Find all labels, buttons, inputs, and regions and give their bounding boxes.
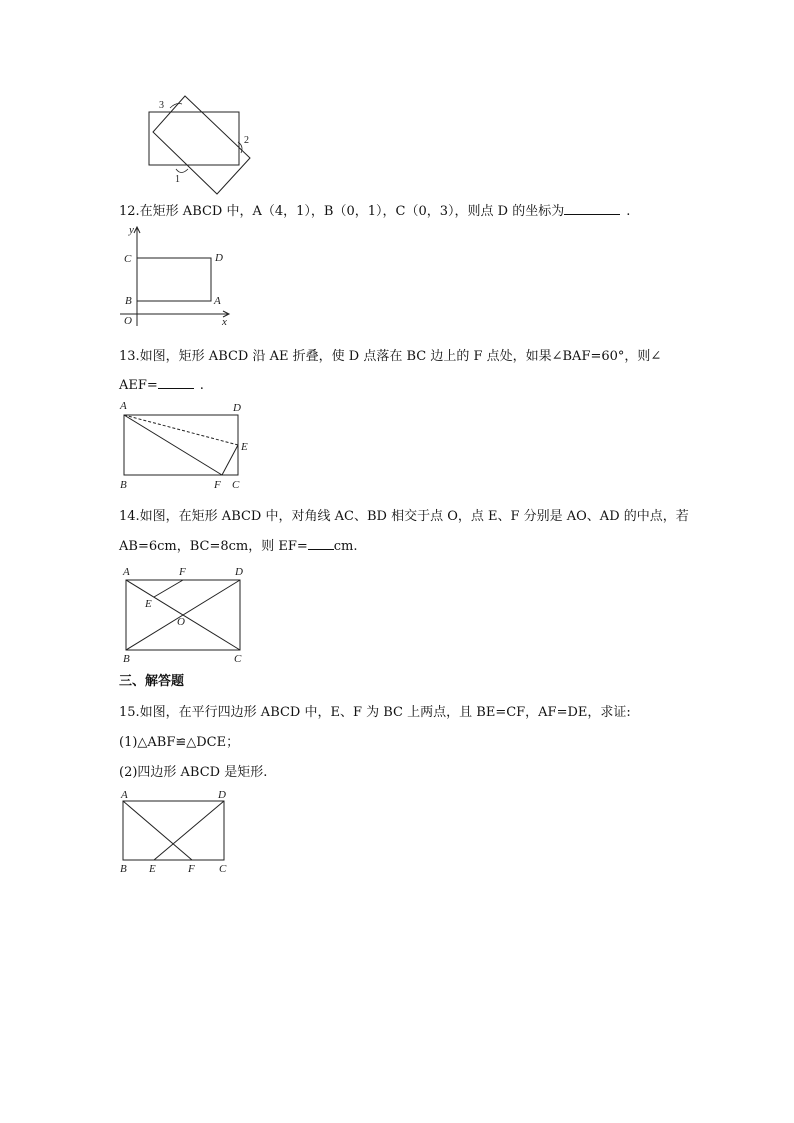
question-14-line-2-text: AB=6cm，BC=8cm，则 EF= bbox=[119, 539, 308, 554]
section-heading: 三、解答题 bbox=[119, 674, 185, 689]
figure-q11 bbox=[140, 90, 260, 202]
answer-blank-14[interactable] bbox=[308, 537, 334, 550]
angle-label-3: 3 bbox=[159, 100, 164, 111]
question-14-line-2 bbox=[119, 537, 358, 555]
question-13-line-1: 13.如图，矩形 ABCD 沿 AE 折叠，使 D 点落在 BC 边上的 F 点处，如果∠BAF=60°，则∠ bbox=[119, 349, 662, 364]
figure-q14 bbox=[116, 562, 256, 667]
point-label-A: A bbox=[121, 789, 128, 801]
point-label-O: O bbox=[177, 616, 185, 628]
rectangle-ABCD bbox=[123, 801, 224, 860]
question-13-end: . bbox=[199, 378, 204, 393]
segment-FE bbox=[222, 445, 238, 475]
rectangle-ABCD bbox=[137, 258, 211, 301]
figure-q15 bbox=[116, 788, 236, 878]
point-label-B: B bbox=[125, 295, 132, 307]
figure-q12-coordinate-plane bbox=[116, 224, 236, 332]
point-label-D: D bbox=[218, 789, 226, 801]
segment-EF bbox=[154, 580, 183, 597]
point-label-E: E bbox=[241, 441, 248, 453]
figure-q13 bbox=[116, 397, 256, 492]
angle-label-2: 2 bbox=[244, 135, 249, 146]
point-label-A: A bbox=[123, 566, 130, 578]
point-label-C: C bbox=[219, 863, 227, 875]
point-label-E: E bbox=[145, 598, 152, 610]
point-label-B: B bbox=[120, 863, 127, 875]
segment-DE bbox=[154, 801, 224, 860]
point-label-C: C bbox=[124, 253, 132, 265]
question-15-part-2: (2)四边形 ABCD 是矩形. bbox=[119, 765, 268, 780]
point-label-D: D bbox=[233, 402, 241, 414]
fold-line-AE bbox=[124, 415, 238, 445]
question-14-end: cm. bbox=[333, 539, 358, 554]
rectangle bbox=[149, 112, 239, 165]
point-label-B: B bbox=[120, 479, 127, 491]
answer-blank-12[interactable] bbox=[564, 202, 620, 215]
point-label-F: F bbox=[179, 566, 186, 578]
question-15-part-1: (1)△ABF≌△DCE； bbox=[119, 735, 240, 750]
point-label-F: F bbox=[214, 479, 221, 491]
point-label-C: C bbox=[232, 479, 240, 491]
question-12-text: 12.在矩形 ABCD 中，A（4，1），B（0，1），C（0，3），则点 D 的坐标为 bbox=[119, 204, 565, 219]
question-13-line-2 bbox=[119, 376, 204, 394]
point-label-D: D bbox=[215, 252, 223, 264]
rotated-rectangle bbox=[153, 96, 250, 194]
x-axis-label: x bbox=[222, 316, 227, 328]
origin-label: O bbox=[124, 315, 132, 327]
point-label-D: D bbox=[235, 566, 243, 578]
question-12-end: . bbox=[626, 204, 631, 219]
point-label-E: E bbox=[149, 863, 156, 875]
rectangle-ABCD bbox=[124, 415, 238, 475]
point-label-A: A bbox=[214, 295, 221, 307]
point-label-B: B bbox=[123, 653, 130, 665]
question-12 bbox=[119, 202, 630, 220]
point-label-A: A bbox=[120, 400, 127, 412]
question-15-intro: 15.如图，在平行四边形 ABCD 中，E、F 为 BC 上两点，且 BE=CF，AF=DE，求证: bbox=[119, 705, 631, 720]
question-13-line-2-text: AEF= bbox=[119, 378, 158, 393]
point-label-F: F bbox=[188, 863, 195, 875]
segment-AF bbox=[123, 801, 192, 860]
angle-label-1: 1 bbox=[175, 174, 180, 185]
segment-AF bbox=[124, 415, 222, 475]
answer-blank-13[interactable] bbox=[158, 376, 194, 389]
question-14-line-1: 14.如图，在矩形 ABCD 中，对角线 AC、BD 相交于点 O，点 E、F 分别是 AO、AD 的中点，若 bbox=[119, 509, 689, 524]
y-axis-label: y bbox=[129, 224, 134, 236]
point-label-C: C bbox=[234, 653, 242, 665]
